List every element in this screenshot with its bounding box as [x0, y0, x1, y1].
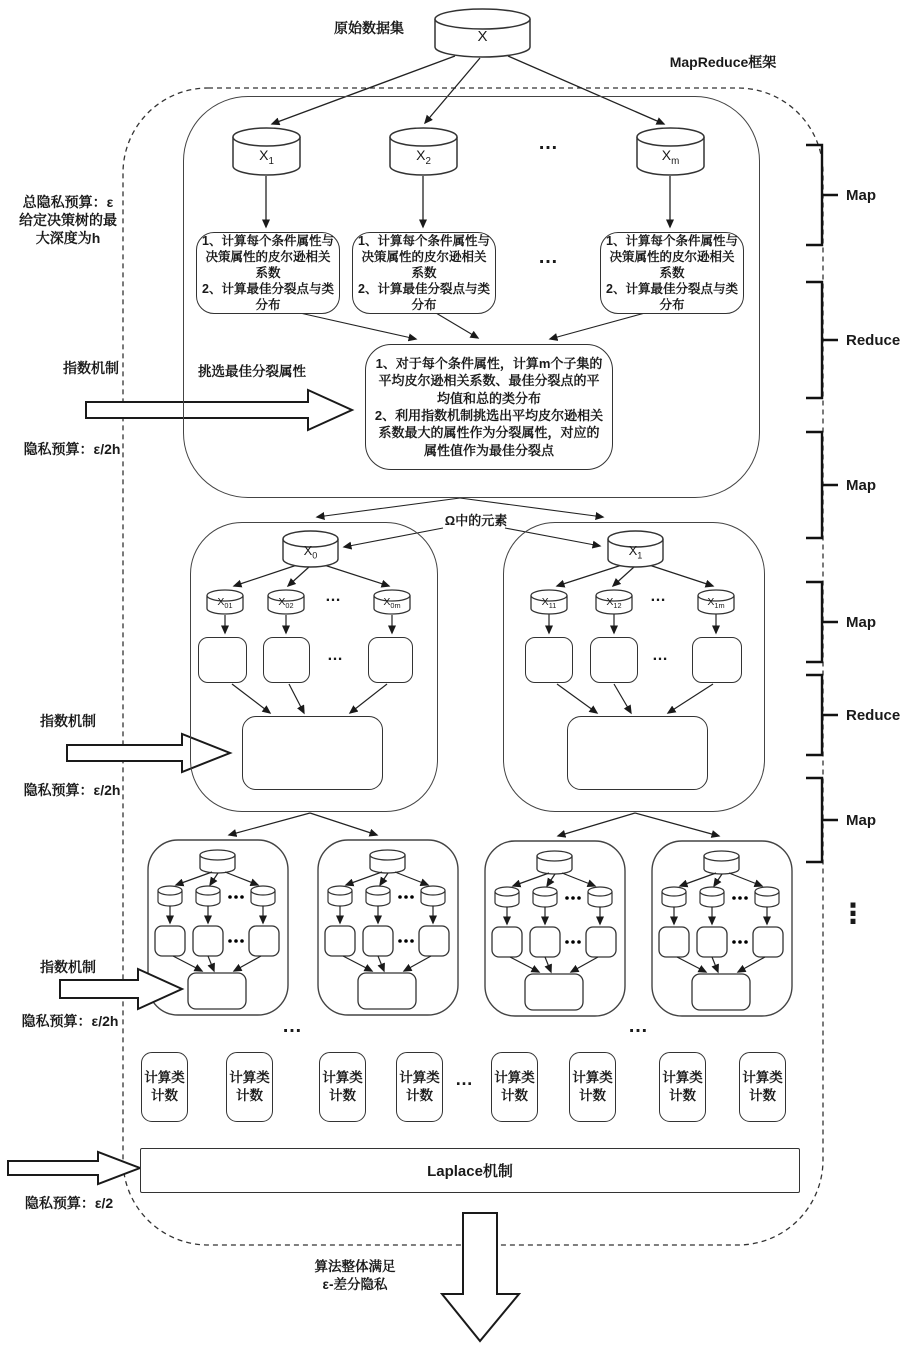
right-map-output-box-3 [692, 637, 742, 683]
left-reduce-box [242, 716, 383, 790]
exp-mechanism-label-2: 指数机制 [40, 713, 96, 729]
left-map-output-box-1 [198, 637, 247, 683]
laplace-arrow [8, 1152, 140, 1184]
right-reduce-box [567, 716, 708, 790]
right-map-output-box-2 [590, 637, 638, 683]
map-box-ellipsis: … [538, 246, 558, 268]
budget-label-2: 隐私预算：ε/2h [23, 782, 121, 798]
right-map-output-ellipsis: … [652, 647, 668, 664]
right-root-cylinder-label: $X_1$ [628, 543, 643, 561]
class-count-box-4: 计算类 计数 [396, 1052, 443, 1122]
subtree-group-2 [318, 840, 458, 1015]
root-dataset-cylinder-label: X [477, 28, 488, 45]
budget-label-4: 隐私预算：ε/2 [24, 1195, 114, 1211]
map-step-box-2: 1、计算每个条件属性与决策属性的皮尔逊相关系数 2、计算最佳分裂点与类分布 [352, 232, 496, 314]
final-output-arrow [442, 1213, 519, 1341]
class-count-box-6: 计算类 计数 [569, 1052, 616, 1122]
shard-cylinder-label-1: $X_1$ [259, 147, 274, 167]
subtree-group-4 [652, 841, 792, 1016]
bracket-label-map-2: Map [846, 477, 876, 494]
budget-label-3: 隐私预算：ε/2h [21, 1013, 119, 1029]
subtree-ellipsis-1: … [282, 1015, 302, 1037]
right-child-cylinder-label-2: $X_{12}$ [606, 596, 622, 611]
bracket-label-map-3: Map [846, 614, 876, 631]
right-child-cylinder-label-3: $X_{1m}$ [707, 596, 725, 611]
omega-elements-label: Ω中的元素 [444, 513, 508, 528]
pick-best-attr-label: 挑选最佳分裂属性 [198, 364, 306, 379]
class-count-box-7: 计算类 计数 [659, 1052, 706, 1122]
shard-cylinder-label-3: $X_m$ [661, 147, 680, 167]
reduce-step-box: 1、对于每个条件属性，计算m个子集的平均皮尔逊相关系数、最佳分裂点的平均值和总的类分布 2、利用指数机制挑选出平均皮尔逊相关系数最大的属性作为分裂属性，对应的属性值作为最佳分裂点 [365, 344, 613, 470]
map-step-box-1: 1、计算每个条件属性与决策属性的皮尔逊相关系数 2、计算最佳分裂点与类分布 [196, 232, 340, 314]
class-count-box-3: 计算类 计数 [319, 1052, 366, 1122]
class-count-box-2: 计算类 计数 [226, 1052, 273, 1122]
class-count-box-5: 计算类 计数 [491, 1052, 538, 1122]
left-children-ellipsis: … [325, 588, 341, 605]
phase-brackets [806, 145, 838, 862]
left-child-cylinder-label-2: $X_{02}$ [278, 596, 294, 611]
final-note: 算法整体满足 ε-差分隐私 [314, 1259, 396, 1292]
left-root-cylinder-label: $X_0$ [303, 543, 318, 561]
class-count-box-8: 计算类 计数 [739, 1052, 786, 1122]
budget-label-1: 隐私预算：ε/2h [23, 441, 121, 457]
bracket-label-reduce-1: Reduce [846, 332, 901, 349]
left-map-output-box-2 [263, 637, 310, 683]
laplace-mechanism-box: Laplace机制 [140, 1148, 800, 1193]
class-count-box-1: 计算类 计数 [141, 1052, 188, 1122]
bracket-label-map-1: Map [846, 187, 876, 204]
right-children-ellipsis: … [650, 588, 666, 605]
subtree-ellipsis-2: … [628, 1015, 648, 1037]
subtree-group-3 [485, 841, 625, 1016]
framework-label: MapReduce框架 [669, 54, 777, 70]
exp-mechanism-label-3: 指数机制 [40, 959, 96, 975]
right-map-output-box-1 [525, 637, 573, 683]
bracket-label-map-4: Map [846, 812, 876, 829]
map-step-box-3: 1、计算每个条件属性与决策属性的皮尔逊相关系数 2、计算最佳分裂点与类分布 [600, 232, 744, 314]
right-child-cylinder-label-1: $X_{11}$ [541, 596, 557, 611]
shard-cylinder-label-2: $X_2$ [416, 147, 431, 167]
exp-mechanism-label-1: 指数机制 [63, 360, 119, 376]
left-map-output-box-3 [368, 637, 413, 683]
left-child-cylinder-label-1: $X_{01}$ [217, 596, 233, 611]
total-budget-note: 总隐私预算：ε 给定决策树的最 大深度为h [19, 194, 117, 247]
class-count-ellipsis: … [455, 1069, 473, 1089]
dataset-label: 原始数据集 [334, 20, 404, 36]
shard-ellipsis: … [538, 132, 558, 154]
vertical-ellipsis: ⋮ [839, 898, 867, 929]
left-map-output-ellipsis: … [327, 647, 343, 664]
bracket-label-reduce-2: Reduce [846, 707, 901, 724]
left-child-cylinder-label-3: $X_{0m}$ [383, 596, 401, 611]
